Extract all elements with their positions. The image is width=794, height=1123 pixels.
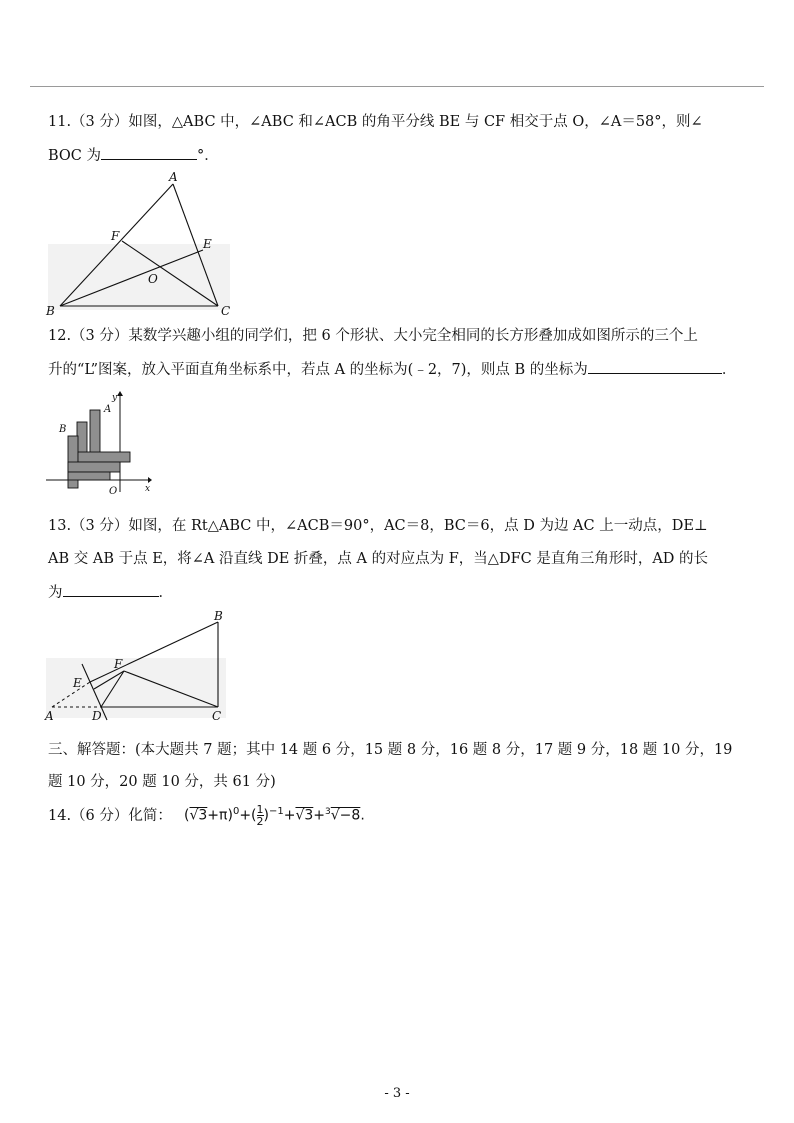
q13-line3	[48, 581, 173, 603]
q14-fraction-den: 2	[256, 815, 264, 828]
q13-line2: AB 交 AB 于点 E，将∠A 沿直线 DE 折叠，点 A 的对应点为 F，当△DFC 是直角三角形时，AD 的长	[48, 551, 709, 567]
q11-label-O: O	[148, 272, 158, 286]
q14-paren-open: (	[184, 807, 190, 824]
q12-label-O: O	[109, 486, 118, 497]
q14-exp-zero: 0	[232, 805, 240, 817]
q12-l-shape-figure	[40, 388, 160, 500]
q12-line2	[48, 358, 736, 380]
q13-line3-pre: 为	[48, 585, 63, 601]
q11-label-E: E	[203, 237, 212, 251]
q14-fraction-num: 1	[256, 803, 264, 816]
q14-fraction	[257, 804, 264, 827]
q11-line2-pre: BOC 为	[48, 148, 102, 164]
q14-paren-close: )	[227, 807, 233, 824]
q14-sqrt3b: √3	[295, 807, 314, 824]
q13-label-C: C	[212, 709, 222, 723]
q13-label-E: E	[73, 676, 82, 690]
q14-period: .	[360, 807, 365, 824]
q13-label-A: A	[45, 709, 54, 723]
section3-line2: 题 10 分，20 题 10 分，共 61 分)	[48, 774, 276, 790]
q11-label-F: F	[111, 229, 120, 243]
q13-line3-post: ．	[158, 585, 173, 601]
q11-line2-post: °．	[197, 148, 219, 164]
q13-label-D: D	[92, 709, 102, 723]
q14-cuberoot-index: 3	[325, 806, 331, 817]
q13-fold-figure	[40, 608, 240, 728]
q14-exp-neg1: −1	[268, 805, 284, 817]
page-number: - 3 -	[384, 1086, 410, 1101]
q11-label-B: B	[46, 304, 55, 318]
q14-plus2: +	[283, 807, 296, 824]
q12-line2-post: ．	[721, 362, 737, 378]
q12-line1: 12.（3 分）某数学兴趣小组的同学们，把 6 个形状、大小完全相同的长方形叠加成如图所示的三个上	[48, 328, 698, 344]
q13-label-B: B	[214, 609, 223, 623]
q12-label-x: x	[145, 484, 151, 494]
q12-label-A: A	[104, 404, 112, 415]
q12-label-y: y	[112, 393, 118, 403]
q14-plus-pi: +π	[207, 807, 228, 824]
q12-line2-pre: 升的“L”图案，放入平面直角坐标系中，若点 A 的坐标为(﹣2，7)，则点 B 的坐标为	[48, 362, 588, 378]
q13-answer-blank	[63, 581, 159, 597]
q13-label-F: F	[114, 657, 123, 671]
q14-cuberoot: √−8	[330, 807, 361, 824]
q14-sqrt3: √3	[189, 807, 208, 824]
q11-answer-blank	[101, 144, 197, 160]
q11-line2	[48, 144, 219, 166]
q14-paren-close2: )	[263, 807, 269, 824]
q13-line1: 13.（3 分）如图，在 Rt△ABC 中，∠ACB＝90°，AC＝8，BC＝6，点 D 为边 AC 上一动点，DE⊥	[48, 518, 708, 534]
q14-plus3: +	[313, 807, 326, 824]
header-rule	[30, 86, 764, 87]
q11-triangle-figure	[40, 166, 240, 318]
q14-plus-open: +(	[239, 807, 257, 824]
q12-answer-blank	[588, 358, 722, 374]
q12-label-B: B	[59, 424, 67, 435]
q14-expression	[184, 804, 365, 827]
q11-line1: 11.（3 分）如图，△ABC 中，∠ABC 和∠ACB 的角平分线 BE 与 CF 相交于点 O，∠A＝58°，则∠	[48, 114, 703, 130]
q11-label-C: C	[221, 304, 231, 318]
q11-label-A: A	[169, 170, 178, 184]
section3-line1: 三、解答题：(本大题共 7 题；其中 14 题 6 分，15 题 8 分，16 题 8 分，17 题 9 分，18 题 10 分，19	[48, 742, 733, 758]
q14-prefix: 14.（6 分）化简：	[48, 808, 172, 824]
